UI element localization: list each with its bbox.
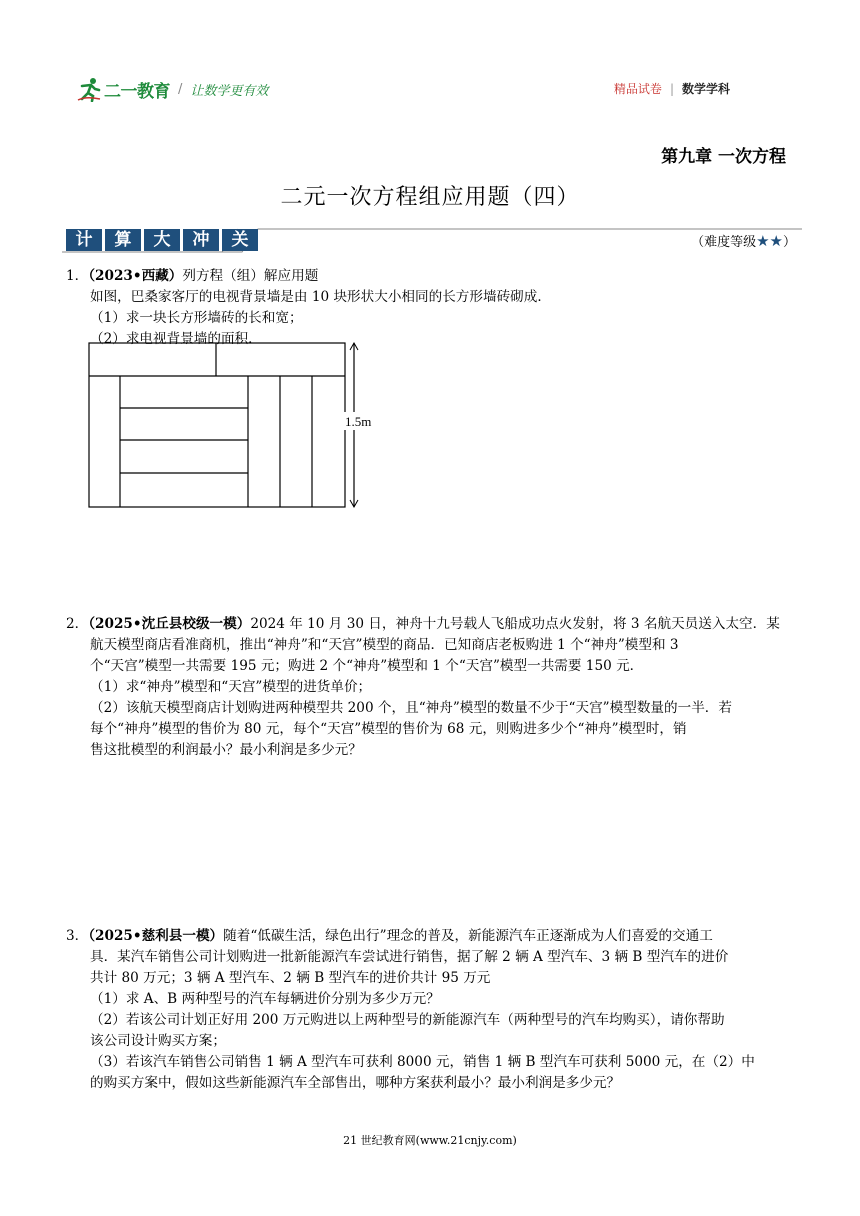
question-1 (66, 266, 796, 350)
brand-slogan: 让数学更有效 (190, 83, 269, 99)
brand-separator: / (178, 81, 183, 97)
chapter-title: 第九章 一次方程 (661, 147, 786, 167)
difficulty-level (691, 231, 796, 250)
question-line: 个“天宫”模型一共需要 195 元；购进 2 个“神舟”模型和 1 个“天宫”模型一共需要 150 元． (90, 658, 644, 674)
banner-text (66, 229, 261, 251)
question-line: （2）若该公司计划正好用 200 万元购进以上两种型号的新能源汽车（两种型号的汽车均购买），请你帮助 (90, 1012, 725, 1028)
brand-name: 二一教育 (104, 81, 170, 102)
question-line: （1）求一块长方形墙砖的长和宽； (90, 310, 303, 326)
question-line: 具．某汽车销售公司计划购进一批新能源汽车尝试进行销售，据了解 2 辆 A 型汽车、3 辆 B 型汽车的进价 (90, 949, 729, 965)
difficulty-close: ） (782, 235, 796, 250)
paper-tag: 精品试卷 (613, 82, 662, 96)
question-number: 1． (66, 268, 89, 284)
question-2 (66, 614, 796, 761)
question-line: 如图，巴桑家客厅的电视背景墙是由 10 块形状大小相同的长方形墙砖砌成． (90, 289, 551, 305)
page-footer: 21 世纪教育网(www.21cnjy.com) (343, 1134, 517, 1147)
question-line: 航天模型商店看准商机，推出“神舟”和“天宫”模型的商品．已知商店老板购进 1 个“神舟”模型和 3 (90, 637, 679, 653)
question-line: 售这批模型的利润最小？最小利润是多少元？ (90, 742, 362, 758)
tv-wall-figure (88, 340, 388, 512)
question-line: （1）求“神舟”模型和“天宫”模型的进货单价； (90, 679, 372, 695)
banner-char: 冲 (183, 229, 219, 251)
question-number: 3． (66, 928, 89, 944)
height-label: 1.5m (345, 414, 372, 429)
question-line: （2）该航天模型商店计划购进两种模型共 200 个，且“神舟”模型的数量不少于“天宫”模型数量的一半．若 (90, 700, 732, 716)
question-source: （2025•沈丘县校级一模） (88, 616, 251, 632)
header-tags (614, 80, 730, 97)
question-line: 随着“低碳生活，绿色出行”理念的普及，新能源汽车正逐渐成为人们喜爱的交通工 (223, 928, 713, 944)
question-line: 列方程（组）解应用题 (182, 268, 319, 284)
banner-char: 计 (66, 229, 102, 251)
header-divider: | (669, 81, 674, 96)
question-line: 该公司设计购买方案； (90, 1033, 226, 1049)
banner-char: 关 (222, 229, 258, 251)
subject-tag: 数学学科 (681, 82, 730, 96)
question-number: 2． (66, 616, 89, 632)
banner-char: 大 (144, 229, 180, 251)
star-icon: ★★ (756, 232, 783, 250)
question-line: 每个“神舟”模型的售价为 80 元，每个“天宫”模型的售价为 68 元，则购进多少个“神舟”模型时，销 (90, 721, 687, 737)
question-line: 2024 年 10 月 30 日，神舟十九号载人飞船成功点火发射，将 3 名航天员送入太空．某 (250, 616, 780, 632)
question-line: （2）求电视背景墙的面积． (90, 331, 262, 347)
question-line: 的购买方案中，假如这些新能源汽车全部售出，哪种方案获利最小？最小利润是多少元？ (90, 1075, 621, 1091)
question-source: （2025•慈利县一模） (88, 928, 224, 944)
difficulty-label: （难度等级 (691, 235, 757, 250)
question-line: 共计 80 万元；3 辆 A 型汽车、2 辆 B 型汽车的进价共计 95 万元 (90, 970, 491, 986)
question-line: （1）求 A、B 两种型号的汽车每辆进价分别为多少万元？ (90, 991, 440, 1007)
question-3 (66, 926, 796, 1094)
page-title: 二元一次方程组应用题（四） (280, 185, 580, 210)
banner-char: 算 (105, 229, 141, 251)
question-line: （3）若该汽车销售公司销售 1 辆 A 型汽车可获利 8000 元，销售 1 辆 B 型汽车可获利 5000 元，在（2）中 (90, 1054, 755, 1070)
runner-logo-icon (76, 76, 102, 102)
brand-logo (76, 74, 306, 104)
question-source: （2023•西藏） (88, 268, 183, 284)
